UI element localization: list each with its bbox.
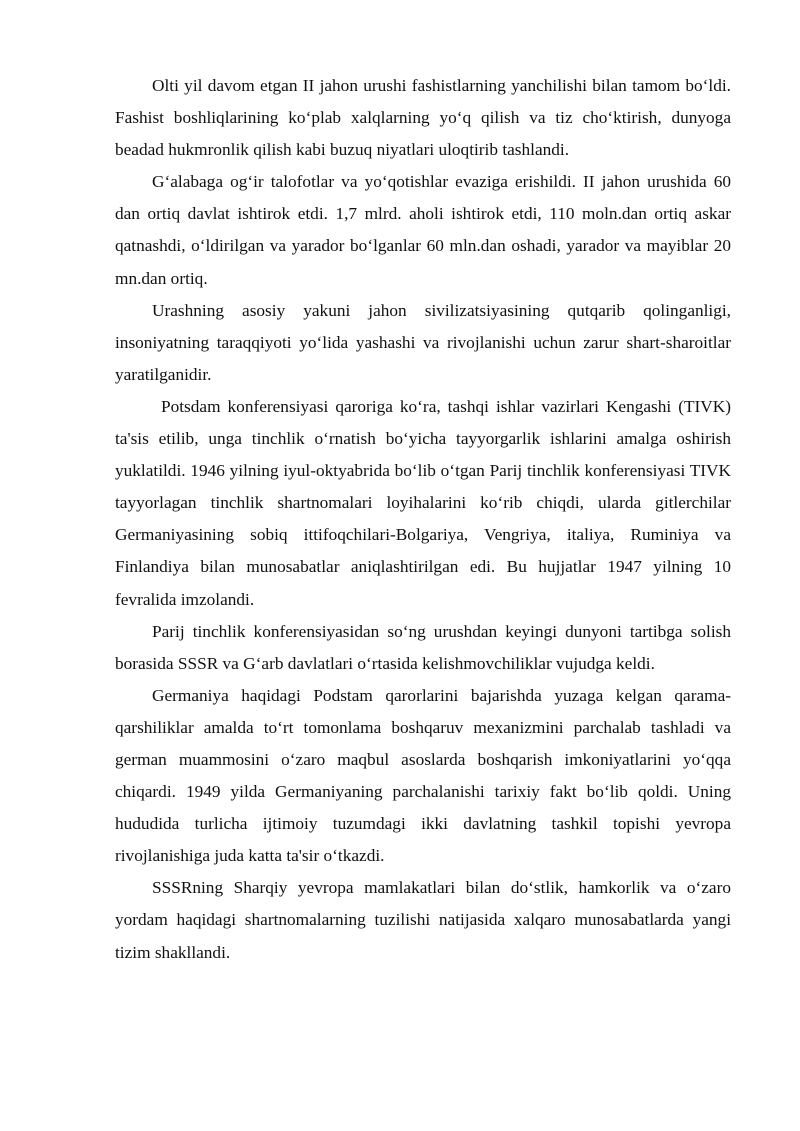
paragraph-paris-conference: Parij tinchlik konferensiyasidan soʻng urushdan keyingi dunyoni tartibga solish borasida SSSR va Gʻarb davlatlari oʻrtasida kelishmovchiliklar vujudga keldi.	[115, 621, 731, 673]
paragraph-germany-division: Germaniya haqidagi Podstam qarorlarini bajarishda yuzaga kelgan qarama-qarshiliklar amalda toʻrt tomonlama boshqaruv mexanizmini parchalab tashladi va german muammosini oʻzaro maqbul asoslarda boshqarish imkoniyatlarini yoʻqqa chiqardi. 1949 yilda Germaniyaning parchalanishi tarixiy fakt boʻlib qoldi. Uning hududida turlicha ijtimoiy tuzumdagi ikki davlatning tashkil topishi yevropa rivojlanishiga juda katta ta'sir oʻtkazdi.	[115, 685, 731, 866]
paragraph-potsdam-conference: Potsdam konferensiyasi qaroriga koʻra, tashqi ishlar vazirlari Kengashi (TIVK) ta'sis etilib, unga tinchlik oʻrnatish boʻyicha tayyorgarlik ishlarini amalga oshirish yuklatildi. 1946 yilning iyul-oktyabrida boʻlib oʻtgan Parij tinchlik konferensiyasi TIVK tayyorlagan tinchlik shartnomalari loyihalarini koʻrib chiqdi, ularda gitlerchilar Germaniyasining sobiq ittifoqchilari-Bolgariya, Vengriya, italiya, Ruminiya va Finlandiya bilan munosabatlar aniqlashtirilgan edi. Bu hujjatlar 1947 yilning 10 fevralida imzolandi.	[115, 396, 731, 609]
paragraph-war-end: Olti yil davom etgan II jahon urushi fashistlarning yanchilishi bilan tamom boʻldi. Fashist boshliqlarining koʻplab xalqlarning yoʻq qilish va tiz choʻktirish, dunyoga beadad hukmronlik qilish kabi buzuq niyatlari uloqtirib tashlandi.	[115, 76, 731, 160]
paragraph-war-outcome: Urashning asosiy yakuni jahon sivilizatsiyasining qutqarib qolinganligi, insoniyatning taraqqiyoti yoʻlida yashashi va rivojlanishi uchun zarur shart-sharoitlar yaratilganidir.	[115, 300, 731, 384]
document-page	[115, 70, 731, 969]
paragraph-ussr-treaties: SSSRning Sharqiy yevropa mamlakatlari bilan doʻstlik, hamkorlik va oʻzaro yordam haqidagi shartnomalarning tuzilishi natijasida xalqaro munosabatlarda yangi tizim shakllandi.	[115, 878, 731, 962]
paragraph-victory-losses: Gʻalabaga ogʻir talofotlar va yoʻqotishlar evaziga erishildi. II jahon urushida 60 dan ortiq davlat ishtirok etdi. 1,7 mlrd. aholi ishtirok etdi, 110 moln.dan ortiq askar qatnashdi, oʻldirilgan va yarador boʻlganlar 60 mln.dan oshadi, yarador va mayiblar 20 mn.dan ortiq.	[115, 172, 731, 288]
